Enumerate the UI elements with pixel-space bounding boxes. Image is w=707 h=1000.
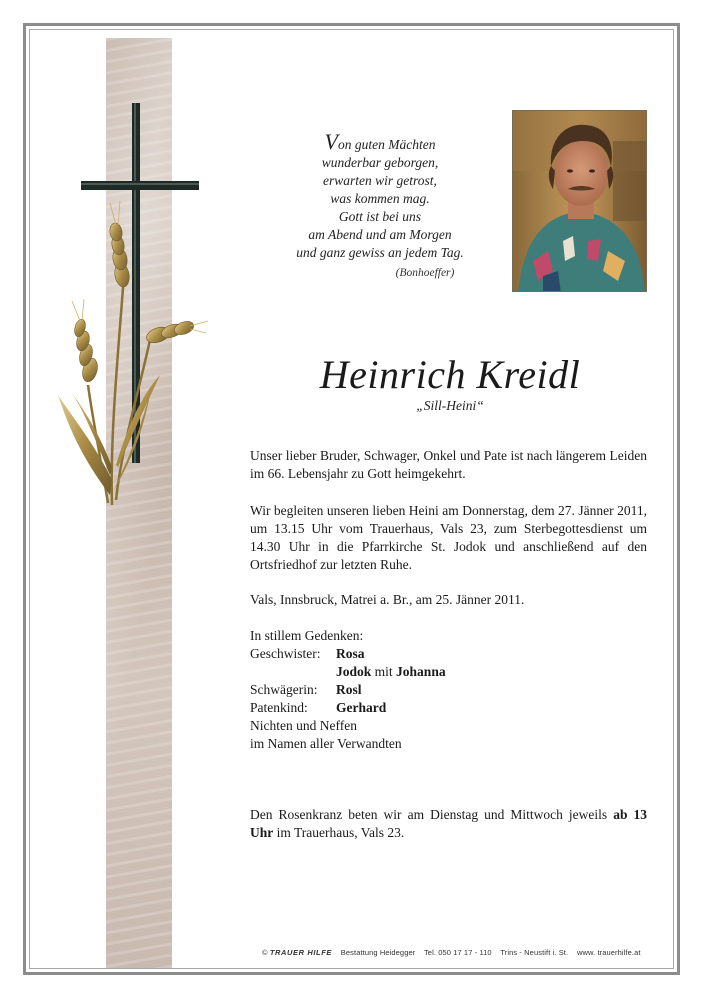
deceased-nickname: „Sill-Heini“ [416, 398, 484, 413]
brand-logo: TRAUER HILFE [269, 948, 333, 957]
company-phone: Tel. 050 17 17 - 110 [423, 948, 492, 957]
siblings-row [250, 645, 647, 663]
poem-line: Gott ist bei uns [338, 209, 422, 224]
place-date-text: Vals, Innsbruck, Matrei a. Br., am 25. Jänner 2011. [250, 592, 525, 607]
poem-line: erwarten wir getrost, [323, 173, 437, 188]
poem-block [255, 129, 505, 284]
poem-line: und ganz gewiss an jedem Tag. [296, 245, 464, 260]
portrait-photo [512, 110, 647, 292]
poem-author: (Bonhoeffer) [395, 267, 455, 279]
godchild-label: Patenkind: [250, 700, 308, 715]
poem-line: wunderbar geborgen, [321, 155, 439, 170]
poem-line: was kommen mag. [330, 191, 430, 206]
sibling-name: Rosa [336, 646, 365, 661]
rosary-text: Den Rosenkranz beten wir am Dienstag und Mittwoch jeweils ab 13 Uhr im Trauerhaus, Vals 23. [250, 807, 647, 840]
copyright-symbol: © [262, 948, 268, 957]
poem-drop-letter: V [324, 129, 338, 154]
poem-line: am Abend und am Morgen [308, 227, 452, 242]
nieces-text: Nichten und Neffen [250, 718, 357, 733]
funeral-text: Wir begleiten unseren lieben Heini am Donnerstag, dem 27. Jänner 2011, um 13.15 Uhr vom Trauerhaus, Vals 23, zum Sterbegottesdienst um 14.30 Uhr in die Pfarrkirche St. Jodok und anschließend auf den Ortsfriedhof zur letzten Ruhe. [250, 503, 647, 572]
godchild-row [250, 699, 647, 717]
sibling-name: Jodok [336, 664, 372, 679]
sister-in-law-name: Rosl [336, 682, 362, 697]
mourners-intro: In stillem Gedenken: [250, 628, 364, 643]
poem-line: Von guten Mächten [324, 129, 436, 154]
cross-with-wheat-icon [50, 95, 210, 515]
company-website[interactable]: www. trauerhilfe.at [576, 948, 641, 957]
with-word: mit [374, 664, 393, 679]
portrait-image [513, 111, 647, 292]
siblings-row [250, 663, 647, 681]
company-location: Trins - Neustift i. St. [500, 948, 569, 957]
siblings-label: Geschwister: [250, 646, 321, 661]
mourners-list [250, 627, 647, 753]
sister-in-law-row [250, 681, 647, 699]
deceased-name: Heinrich Kreidl [319, 352, 581, 397]
sibling-spouse-name: Johanna [396, 664, 446, 679]
sister-in-law-label: Schwägerin: [250, 682, 318, 697]
announcement-text: Unser lieber Bruder, Schwager, Onkel und Pate ist nach längerem Leiden im 66. Lebensjahr zu Gott heimgekehrt. [250, 448, 647, 481]
footer [262, 948, 652, 957]
rosary-time: ab 13 Uhr [250, 807, 647, 840]
godchild-name: Gerhard [336, 700, 387, 715]
company-name: Bestattung Heidegger [340, 948, 416, 957]
relatives-text: im Namen aller Verwandten [250, 736, 402, 751]
